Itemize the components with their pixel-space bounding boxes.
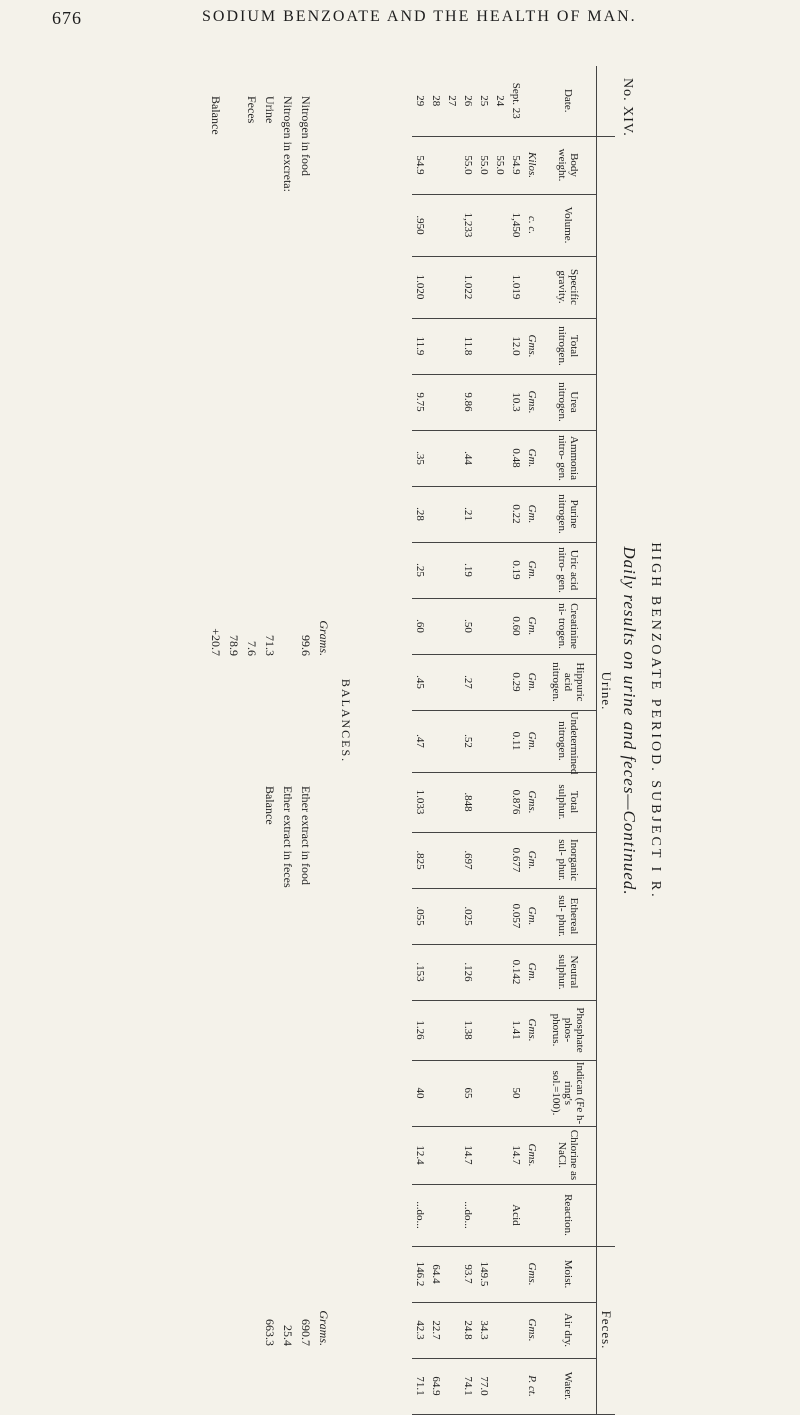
table-cell [492, 1184, 508, 1246]
column-header: Total nitrogen. [540, 318, 597, 374]
column-header: Body weight. [540, 136, 597, 194]
table-cell: .025 [460, 888, 476, 944]
table-cell [444, 318, 460, 374]
column-header: Ammonia nitro- gen. [540, 430, 597, 486]
date-day: 25 [478, 95, 490, 107]
table-row [428, 66, 444, 1414]
column-header: Purine nitrogen. [540, 486, 597, 542]
table-cell [444, 1000, 460, 1060]
rotated-table-page [155, 66, 725, 1401]
unit-cell: Gm. [524, 486, 540, 542]
table-cell: .60 [412, 598, 428, 654]
table-row [460, 66, 476, 1414]
table-cell: 0.11 [508, 710, 524, 772]
table-cell [476, 598, 492, 654]
unit-cell: Gms. [524, 1246, 540, 1302]
column-header: Urea nitrogen. [540, 374, 597, 430]
balance-value: 7.6 [245, 641, 259, 656]
table-cell [444, 1246, 460, 1302]
column-header: Ethereal sul- phur. [540, 888, 597, 944]
table-row [508, 66, 524, 1414]
unit-cell [524, 1184, 540, 1246]
table-cell: ...do... [460, 1184, 476, 1246]
date-cell [428, 66, 444, 136]
table-cell [492, 430, 508, 486]
urine-group-header: Urine. [597, 136, 616, 1246]
table-cell [492, 1000, 508, 1060]
table-cell: 40 [412, 1060, 428, 1126]
table-cell [428, 1060, 444, 1126]
table-cell: .44 [460, 430, 476, 486]
table-cell: 0.876 [508, 772, 524, 832]
table-cell [428, 136, 444, 194]
balance-row [259, 786, 277, 1346]
unit-cell: P. ct. [524, 1358, 540, 1414]
table-cell [476, 1184, 492, 1246]
table-cell [428, 542, 444, 598]
balance-value: 99.6 [299, 635, 313, 656]
balance-value: 71.3 [263, 635, 277, 656]
date-month: Sept. [510, 82, 522, 106]
unit-cell: c. c. [524, 194, 540, 256]
column-header: Creatinine ni- trogen. [540, 598, 597, 654]
table-cell: .50 [460, 598, 476, 654]
balance-value: 663.3 [263, 1319, 277, 1346]
table-row [492, 66, 508, 1414]
table-cell: 24.8 [460, 1302, 476, 1358]
unit-cell: Gm. [524, 710, 540, 772]
column-header: Hippuric acid nitrogen. [540, 654, 597, 710]
table-cell: .27 [460, 654, 476, 710]
column-header: Total sulphur. [540, 772, 597, 832]
unit-cell: Gms. [524, 772, 540, 832]
date-cell [476, 66, 492, 136]
table-cell [476, 194, 492, 256]
unit-cell: Gms. [524, 318, 540, 374]
table-cell [492, 256, 508, 318]
balance-label: Balance [209, 96, 223, 135]
table-cell: 0.142 [508, 944, 524, 1000]
column-header: Neutral sulphur. [540, 944, 597, 1000]
table-cell [444, 1126, 460, 1184]
balance-row [277, 786, 295, 1346]
table-cell: 0.19 [508, 542, 524, 598]
table-cell [444, 1184, 460, 1246]
table-cell: .52 [460, 710, 476, 772]
table-cell: .697 [460, 832, 476, 888]
unit-cell [524, 66, 540, 136]
table-cell: 1.26 [412, 1000, 428, 1060]
column-header: Date. [540, 66, 597, 136]
column-header: Indican (Fe h- ring's sol.=100). [540, 1060, 597, 1126]
nitrogen-units: Grams. [317, 620, 331, 656]
table-cell: 1,450 [508, 194, 524, 256]
table-cell: 64.9 [428, 1358, 444, 1414]
table-cell: .19 [460, 542, 476, 598]
table-cell [444, 136, 460, 194]
table-cell [444, 888, 460, 944]
table-cell [476, 1126, 492, 1184]
balance-row [277, 96, 295, 656]
unit-cell: Gm. [524, 430, 540, 486]
table-cell [428, 486, 444, 542]
balance-value: +20.7 [209, 628, 223, 656]
table-cell: 54.9 [508, 136, 524, 194]
column-header: Phosphate phos- phorus. [540, 1000, 597, 1060]
table-cell [428, 430, 444, 486]
page-number: 676 [52, 8, 82, 28]
table-cell [444, 944, 460, 1000]
table-cell [428, 654, 444, 710]
table-cell [428, 944, 444, 1000]
column-header: Water. [540, 1358, 597, 1414]
table-cell: .126 [460, 944, 476, 1000]
table-cell [492, 318, 508, 374]
table-cell [428, 888, 444, 944]
table-cell [476, 832, 492, 888]
table-cell: 54.9 [412, 136, 428, 194]
page-header [52, 8, 792, 64]
column-header: Specific gravity. [540, 256, 597, 318]
table-cell [492, 1246, 508, 1302]
table-cell: 93.7 [460, 1246, 476, 1302]
table-cell: 42.3 [412, 1302, 428, 1358]
table-cell: 14.7 [508, 1126, 524, 1184]
table-cell [492, 944, 508, 1000]
table-cell [444, 1302, 460, 1358]
date-group [597, 66, 616, 136]
table-cell [508, 1246, 524, 1302]
table-cell [492, 1358, 508, 1414]
table-cell [476, 888, 492, 944]
table-cell: 77.0 [476, 1358, 492, 1414]
table-cell: 146.2 [412, 1246, 428, 1302]
table-cell [492, 710, 508, 772]
balance-row [295, 786, 313, 1346]
balance-label: Urine [263, 96, 277, 124]
table-cell [444, 832, 460, 888]
date-cell [492, 66, 508, 136]
date-day: 27 [446, 95, 458, 107]
balance-label: Nitrogen in food [299, 96, 313, 176]
table-cell [428, 194, 444, 256]
table-cell: 74.1 [460, 1358, 476, 1414]
table-cell [428, 710, 444, 772]
table-cell [492, 542, 508, 598]
table-cell: 0.48 [508, 430, 524, 486]
table-cell: 65 [460, 1060, 476, 1126]
table-cell [444, 430, 460, 486]
date-day: 24 [494, 95, 506, 107]
table-cell [492, 832, 508, 888]
balances-section [183, 66, 353, 1376]
table-cell: 0.22 [508, 486, 524, 542]
balance-value: 690.7 [299, 1319, 313, 1346]
table-cell [492, 1302, 508, 1358]
table-cell [476, 1000, 492, 1060]
column-header: Chlorine as NaCl. [540, 1126, 597, 1184]
units-row [524, 66, 540, 1414]
table-cell: 0.29 [508, 654, 524, 710]
table-cell: 10.3 [508, 374, 524, 430]
unit-cell: Gms. [524, 1126, 540, 1184]
table-cell [444, 486, 460, 542]
table-cell: 55.0 [476, 136, 492, 194]
table-cell: .848 [460, 772, 476, 832]
column-header: Moist. [540, 1246, 597, 1302]
date-cell [460, 66, 476, 136]
balance-value: 25.4 [281, 1325, 295, 1346]
balance-label: Ether extract in feces [281, 786, 295, 888]
column-header: Uric acid nitro- gen. [540, 542, 597, 598]
table-cell: .153 [412, 944, 428, 1000]
column-header: Reaction. [540, 1184, 597, 1246]
balance-row [223, 96, 241, 656]
feces-group-header: Feces. [597, 1246, 616, 1414]
date-day: 26 [462, 95, 474, 107]
table-body [412, 66, 524, 1414]
unit-cell: Gm. [524, 542, 540, 598]
table-cell: 1.022 [460, 256, 476, 318]
table-cell: 55.0 [460, 136, 476, 194]
date-day: 28 [430, 95, 442, 107]
table-cell [444, 654, 460, 710]
table-cell [428, 832, 444, 888]
table-cell [508, 1358, 524, 1414]
balance-value [277, 596, 295, 656]
table-row [444, 66, 460, 1414]
table-cell: 11.8 [460, 318, 476, 374]
table-cell [428, 772, 444, 832]
table-cell: .35 [412, 430, 428, 486]
table-cell [492, 772, 508, 832]
table-cell: 11.9 [412, 318, 428, 374]
balance-label: Balance [263, 786, 277, 825]
unit-cell [524, 1060, 540, 1126]
balance-row [241, 96, 259, 656]
table-cell [444, 598, 460, 654]
table-cell: 50 [508, 1060, 524, 1126]
date-day: 23 [510, 107, 522, 119]
table-cell: 9.75 [412, 374, 428, 430]
balance-row [205, 96, 223, 656]
running-head: SODIUM BENZOATE AND THE HEALTH OF MAN. [202, 8, 637, 25]
column-header: Inorganic sul- phur. [540, 832, 597, 888]
table-cell: 1.41 [508, 1000, 524, 1060]
unit-cell: Gm. [524, 598, 540, 654]
unit-cell: Gms. [524, 1302, 540, 1358]
group-header-row [597, 66, 616, 1414]
balance-label: Nitrogen in excreta: [281, 96, 295, 192]
table-cell: 1.020 [412, 256, 428, 318]
table-cell [492, 1126, 508, 1184]
balance-value: 78.9 [227, 635, 241, 656]
table-cell: 14.7 [460, 1126, 476, 1184]
unit-cell: Kilos. [524, 136, 540, 194]
table-cell: 71.1 [412, 1358, 428, 1414]
table-cell [476, 430, 492, 486]
table-cell: .825 [412, 832, 428, 888]
table-cell: 0.677 [508, 832, 524, 888]
table-cell [428, 374, 444, 430]
table-cell: 1.019 [508, 256, 524, 318]
table-cell [428, 598, 444, 654]
table-cell [476, 772, 492, 832]
table-cell [476, 486, 492, 542]
table-cell [428, 1184, 444, 1246]
table-cell [492, 598, 508, 654]
column-header: Air dry. [540, 1302, 597, 1358]
unit-cell: Gm. [524, 944, 540, 1000]
table-cell [492, 194, 508, 256]
unit-cell: Gm. [524, 654, 540, 710]
results-table [209, 66, 615, 1401]
table-cell: .28 [412, 486, 428, 542]
table-cell [476, 374, 492, 430]
table-row [412, 66, 428, 1414]
table-number: No. XIV. [620, 78, 635, 137]
ether-units: Grams. [317, 1310, 331, 1346]
table-cell: .45 [412, 654, 428, 710]
table-cell: 12.4 [412, 1126, 428, 1184]
table-cell [444, 194, 460, 256]
table-cell [492, 374, 508, 430]
date-day: 29 [414, 95, 426, 107]
table-cell [492, 486, 508, 542]
nitrogen-balance [205, 96, 331, 656]
table-cell: 34.3 [476, 1302, 492, 1358]
table-cell: 1.38 [460, 1000, 476, 1060]
table-cell: 64.4 [428, 1246, 444, 1302]
table-cell [492, 888, 508, 944]
unit-cell: Gm. [524, 888, 540, 944]
column-header: Volume. [540, 194, 597, 256]
table-cell [476, 318, 492, 374]
table-cell [444, 710, 460, 772]
table-cell: .950 [412, 194, 428, 256]
table-cell [428, 1126, 444, 1184]
balances-title: BALANCES. [339, 678, 353, 764]
table-cell: .055 [412, 888, 428, 944]
table-cell: 1,233 [460, 194, 476, 256]
ether-balance [259, 786, 331, 1346]
table-cell: 12.0 [508, 318, 524, 374]
table-cell [444, 374, 460, 430]
table-cell [492, 654, 508, 710]
table-subtitle: HIGH BENZOATE PERIOD. SUBJECT I R. [648, 542, 663, 900]
column-header-row [540, 66, 597, 1414]
table-cell: 22.7 [428, 1302, 444, 1358]
table-cell [476, 944, 492, 1000]
table-cell [444, 1060, 460, 1126]
table-cell: 149.5 [476, 1246, 492, 1302]
table-cell: .25 [412, 542, 428, 598]
table-cell [476, 654, 492, 710]
unit-cell: Gms. [524, 1000, 540, 1060]
table-cell: Acid [508, 1184, 524, 1246]
table-cell [428, 318, 444, 374]
table-row [476, 66, 492, 1414]
table-cell [508, 1302, 524, 1358]
date-cell [508, 66, 524, 136]
table-cell [444, 1358, 460, 1414]
balance-label: Feces [245, 96, 259, 124]
unit-cell: Gms. [524, 374, 540, 430]
table-cell [476, 256, 492, 318]
table-title: Daily results on urine and feces—Continued. [620, 546, 639, 896]
table-cell [492, 1060, 508, 1126]
table-cell [476, 710, 492, 772]
balance-row [295, 96, 313, 656]
table-cell: .21 [460, 486, 476, 542]
table-cell: 0.60 [508, 598, 524, 654]
table-cell [428, 256, 444, 318]
table-cell: .47 [412, 710, 428, 772]
table-cell [444, 542, 460, 598]
table-cell [476, 1060, 492, 1126]
table-cell [444, 772, 460, 832]
unit-cell: Gm. [524, 832, 540, 888]
table-cell: 9.86 [460, 374, 476, 430]
column-header: Undetermined nitrogen. [540, 710, 597, 772]
table-cell: ...do... [412, 1184, 428, 1246]
balance-row [259, 96, 277, 656]
table-cell: 55.0 [492, 136, 508, 194]
table-cell [476, 542, 492, 598]
table-cell [428, 1000, 444, 1060]
unit-cell [524, 256, 540, 318]
table-cell: 1.033 [412, 772, 428, 832]
date-cell [444, 66, 460, 136]
table-titles [620, 66, 725, 1376]
table-cell: 0.057 [508, 888, 524, 944]
balance-label: Ether extract in food [299, 786, 313, 885]
date-cell [412, 66, 428, 136]
table-cell [444, 256, 460, 318]
